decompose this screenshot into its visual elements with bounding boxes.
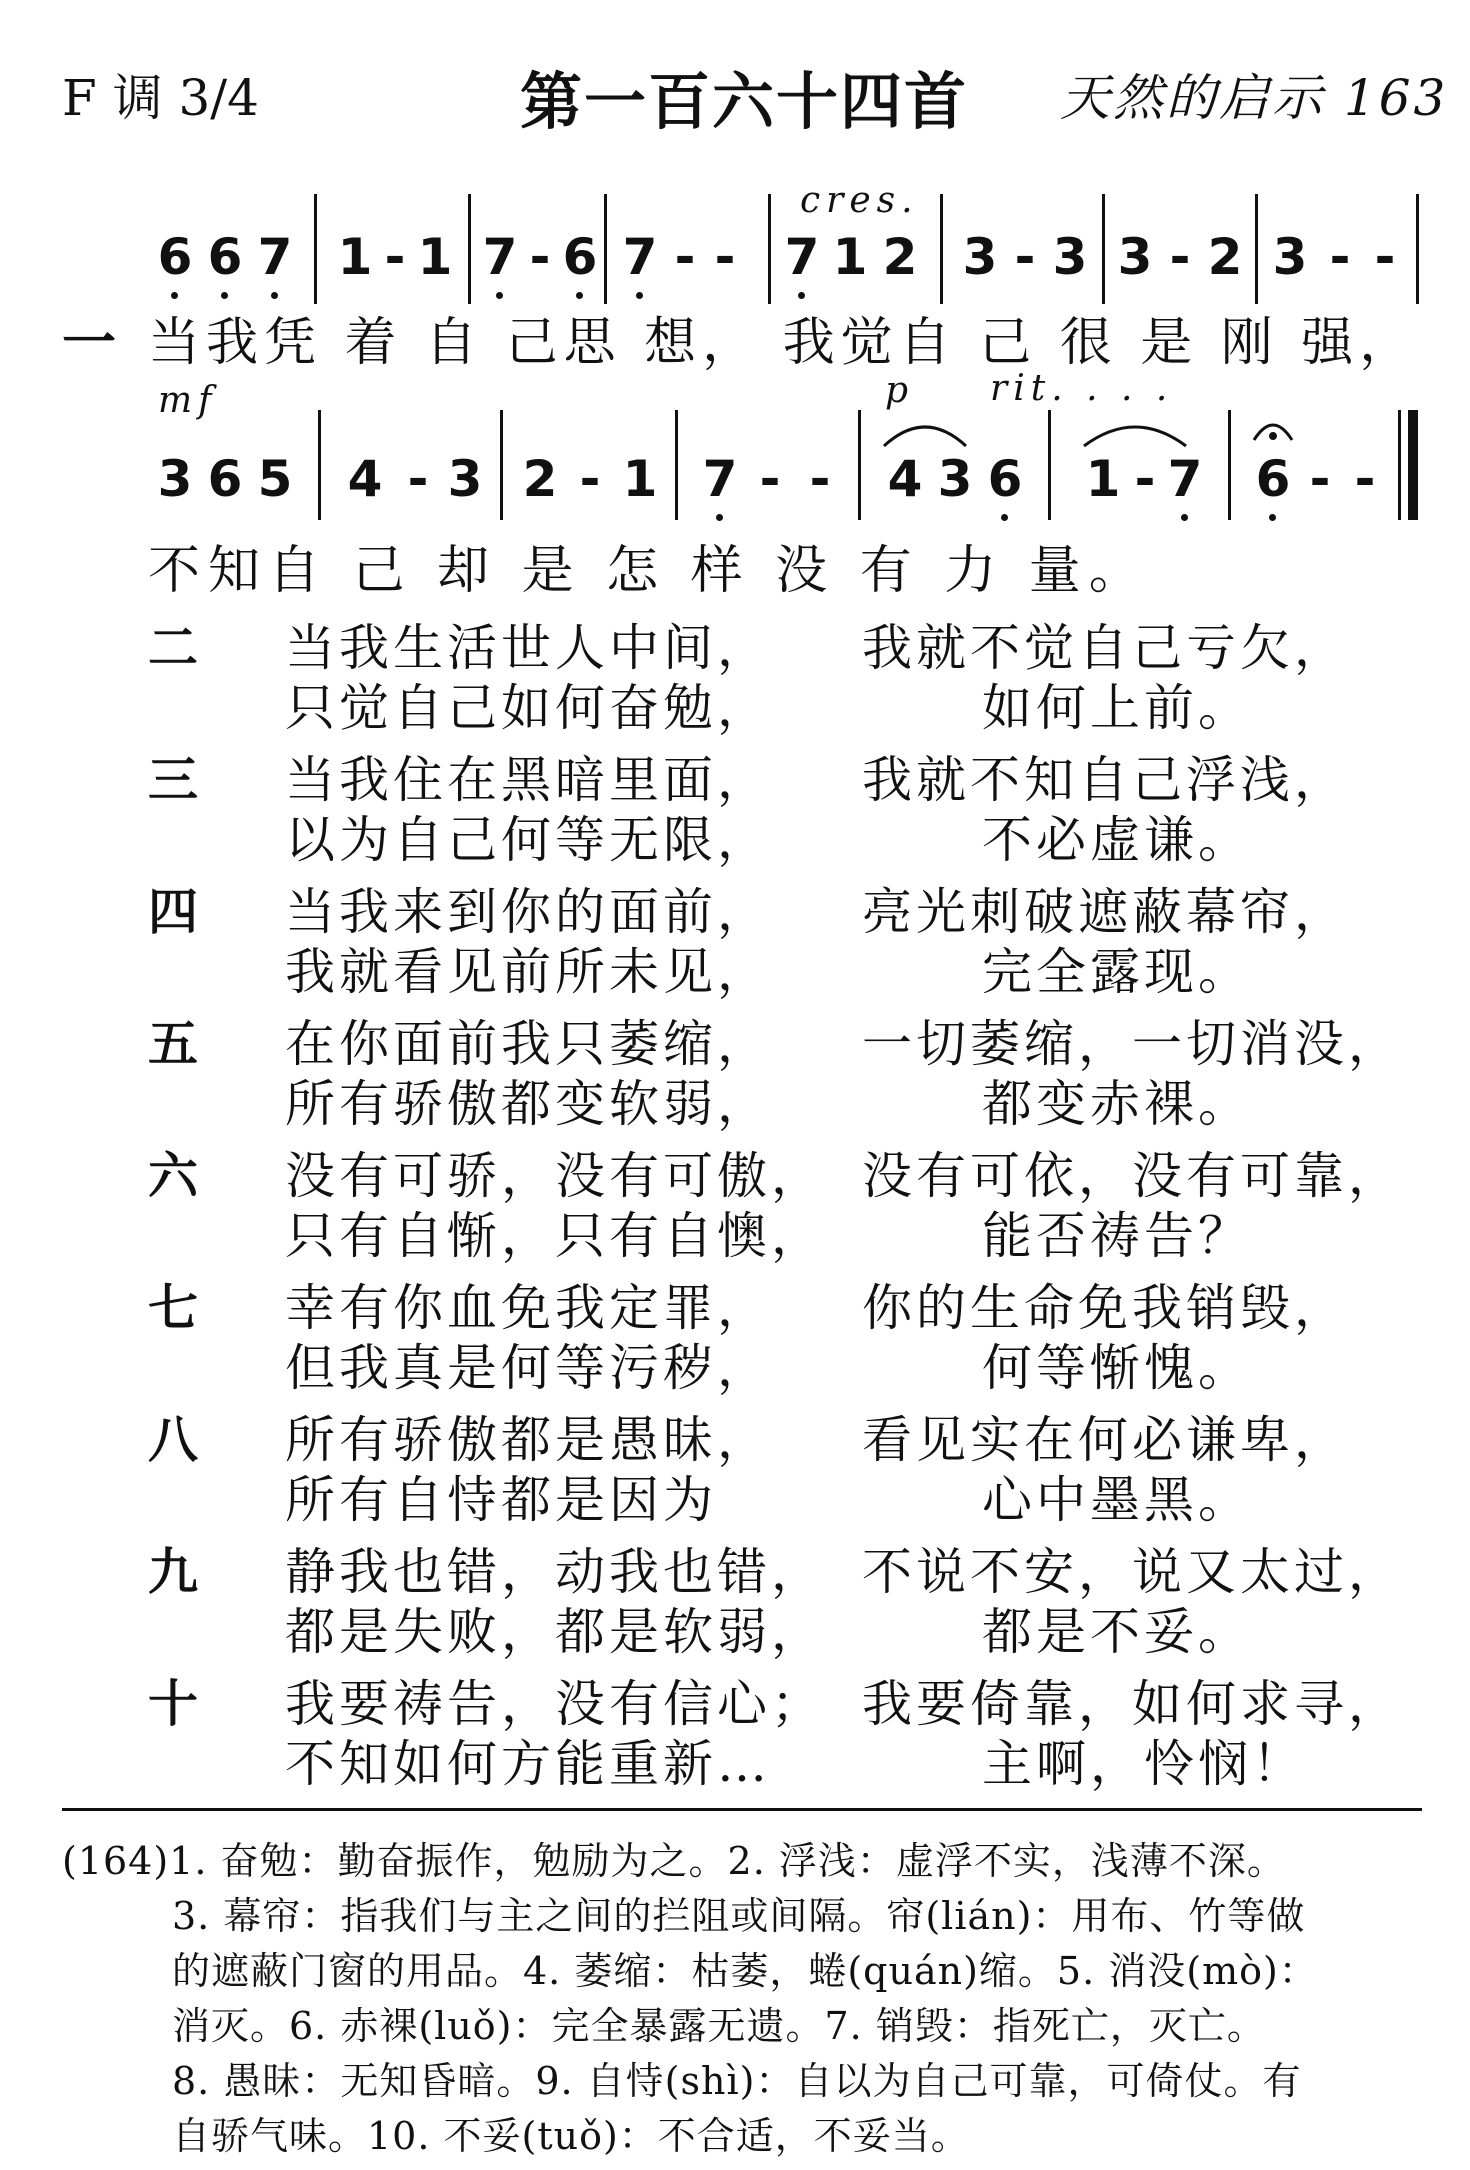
- verse-line-b1: 所有自恃都是因为: [285, 1471, 717, 1529]
- verse-line-b2: 主啊，怜悯！: [982, 1735, 1306, 1793]
- verse-line-b1: 以为自己何等无限，: [285, 811, 771, 869]
- lyrics-line-1: 当我凭 着 自 己思 想， 我觉自 己 很 是 刚 强，: [148, 313, 1418, 373]
- note: 4: [347, 450, 383, 508]
- verse-number: 四: [148, 883, 198, 941]
- barline: [768, 194, 771, 304]
- note: -: [407, 450, 429, 508]
- note: -: [1169, 228, 1191, 286]
- note: 2: [522, 450, 558, 508]
- barline: [1048, 410, 1051, 520]
- footnote-line: 消灭。6. 赤裸(luǒ)：完全暴露无遗。7. 销毁：指死亡，灭亡。: [172, 2004, 1266, 2048]
- footnote-line: (164)1. 奋勉：勤奋振作，勉励为之。2. 浮浅：虚浮不实，浅薄不深。: [62, 1839, 1286, 1883]
- note: 6: [207, 228, 243, 286]
- verse-number: 六: [148, 1147, 198, 1205]
- note: 5: [257, 450, 293, 508]
- verse-line-a1: 在你面前我只萎缩，: [285, 1015, 771, 1073]
- note: 2: [882, 228, 918, 286]
- verse-line-b1: 但我真是何等污秽，: [285, 1339, 771, 1397]
- note: 7: [1167, 450, 1203, 508]
- barline: [468, 194, 471, 304]
- verse-line-b2: 都变赤裸。: [982, 1075, 1252, 1133]
- note: 1: [622, 450, 658, 508]
- verse-line-a1: 当我住在黑暗里面，: [285, 751, 771, 809]
- note: 6: [1255, 450, 1291, 508]
- verse-line-b1: 所有骄傲都变软弱，: [285, 1075, 771, 1133]
- note: 6: [987, 450, 1023, 508]
- note: 3: [1272, 228, 1308, 286]
- footnote-line: 3. 幕帘：指我们与主之间的拦阻或间隔。帘(lián)：用布、竹等做: [172, 1894, 1306, 1938]
- barline: [1255, 194, 1258, 304]
- barline: [1102, 194, 1105, 304]
- cres-marking: cres.: [800, 180, 919, 221]
- barline: [1416, 194, 1419, 304]
- low-octave-dot: [171, 292, 178, 299]
- low-octave-dot: [716, 514, 723, 521]
- note: -: [809, 450, 831, 508]
- note: -: [714, 228, 736, 286]
- note: 3: [157, 450, 193, 508]
- verse-line-a1: 静我也错，动我也错，: [285, 1543, 825, 1601]
- note: 7: [622, 228, 658, 286]
- low-octave-dot: [798, 292, 805, 299]
- low-octave-dot: [1001, 514, 1008, 521]
- barline: [675, 410, 678, 520]
- note: -: [1309, 450, 1331, 508]
- lyrics-line-2: 不知自 己 却 是 怎 样 没 有 力 量。: [148, 541, 1149, 601]
- note: 3: [962, 228, 998, 286]
- key-time-signature: F 调 3/4: [62, 69, 259, 127]
- note: 4: [887, 450, 923, 508]
- note: 7: [257, 228, 293, 286]
- note: 6: [157, 228, 193, 286]
- barline: [1228, 410, 1231, 520]
- low-octave-dot: [576, 292, 583, 299]
- barline: [318, 410, 321, 520]
- mf-marking: mf: [158, 380, 218, 421]
- verse-line-a2: 不说不安，说又太过，: [862, 1543, 1402, 1601]
- verse-number: 三: [148, 751, 198, 809]
- verse-line-a2: 一切萎缩，一切消没，: [862, 1015, 1402, 1073]
- note: 1: [337, 228, 373, 286]
- footnote-divider: [62, 1808, 1422, 1811]
- verse-number: 八: [148, 1411, 198, 1469]
- verse-number: 二: [148, 619, 198, 677]
- note: 7: [482, 228, 518, 286]
- note: 3: [937, 450, 973, 508]
- note: 7: [702, 450, 738, 508]
- note: 3: [447, 450, 483, 508]
- verse-line-a2: 你的生命免我销毁，: [862, 1279, 1348, 1337]
- verse-line-a2: 我要倚靠，如何求寻，: [862, 1675, 1402, 1733]
- fermata-icon: [1248, 410, 1298, 446]
- low-octave-dot: [1181, 514, 1188, 521]
- low-octave-dot: [496, 292, 503, 299]
- note: -: [674, 228, 696, 286]
- verse-line-b1: 只觉自己如何奋勉，: [285, 679, 771, 737]
- verse-line-a2: 没有可依，没有可靠，: [862, 1147, 1402, 1205]
- verse-line-a1: 没有可骄，没有可傲，: [285, 1147, 825, 1205]
- barline: [858, 410, 861, 520]
- verse-line-a2: 看见实在何必谦卑，: [862, 1411, 1348, 1469]
- note: -: [1329, 228, 1351, 286]
- hymn-source: 天然的启示 163: [1060, 69, 1449, 127]
- verse-line-b1: 我就看见前所未见，: [285, 943, 771, 1001]
- verse-number: 七: [148, 1279, 198, 1337]
- note: -: [1134, 450, 1156, 508]
- note: 6: [207, 450, 243, 508]
- verse-number: 十: [148, 1675, 198, 1733]
- low-octave-dot: [636, 292, 643, 299]
- barline: [314, 194, 317, 304]
- note: 3: [1117, 228, 1153, 286]
- verse-line-b2: 完全露现。: [982, 943, 1252, 1001]
- low-octave-dot: [221, 292, 228, 299]
- note: -: [1014, 228, 1036, 286]
- verse-line-a2: 亮光刺破遮蔽幕帘，: [862, 883, 1348, 941]
- note: -: [1374, 228, 1396, 286]
- note: 7: [784, 228, 820, 286]
- verse-line-b2: 心中墨黑。: [982, 1471, 1252, 1529]
- note: -: [759, 450, 781, 508]
- verse-line-a1: 幸有你血免我定罪，: [285, 1279, 771, 1337]
- footnote-line: 自骄气味。10. 不妥(tuǒ)：不合适，不妥当。: [172, 2114, 970, 2158]
- slur-arc: [880, 414, 970, 450]
- p-marking: p: [885, 370, 915, 411]
- hymn-title: 第一百六十四首: [520, 65, 969, 138]
- verse-line-a1: 当我来到你的面前，: [285, 883, 771, 941]
- verse-number-1: 一: [62, 311, 116, 374]
- verse-line-b2: 都是不妥。: [982, 1603, 1252, 1661]
- note: 1: [417, 228, 453, 286]
- note: 1: [832, 228, 868, 286]
- verse-line-b2: 何等惭愧。: [982, 1339, 1252, 1397]
- footnote-line: 8. 愚昧：无知昏暗。9. 自恃(shì)：自以为自己可靠，可倚仗。有: [172, 2059, 1302, 2103]
- verse-number: 五: [148, 1015, 198, 1073]
- rit-marking: rit. . . .: [990, 368, 1174, 409]
- verse-line-a1: 所有骄傲都是愚昧，: [285, 1411, 771, 1469]
- verse-line-b2: 不必虚谦。: [982, 811, 1252, 869]
- verse-line-a1: 当我生活世人中间，: [285, 619, 771, 677]
- note: -: [384, 228, 406, 286]
- verse-line-b2: 如何上前。: [982, 679, 1252, 737]
- footnote-line: 的遮蔽门窗的用品。4. 萎缩：枯萎，蜷(quán)缩。5. 消没(mò)：: [172, 1949, 1318, 1993]
- final-barline: [1408, 410, 1418, 520]
- barline: [604, 194, 607, 304]
- verse-line-b2: 能否祷告？: [982, 1207, 1252, 1265]
- verse-line-a2: 我就不知自己浮浅，: [862, 751, 1348, 809]
- barline: [500, 410, 503, 520]
- verse-line-b1: 不知如何方能重新…: [285, 1735, 771, 1793]
- verse-line-b1: 只有自惭，只有自懊，: [285, 1207, 825, 1265]
- note: -: [579, 450, 601, 508]
- verse-line-a1: 我要祷告，没有信心；: [285, 1675, 825, 1733]
- note: 2: [1207, 228, 1243, 286]
- note: 6: [562, 228, 598, 286]
- note: 3: [1052, 228, 1088, 286]
- note: -: [529, 228, 551, 286]
- barline: [1398, 410, 1401, 520]
- note: 1: [1085, 450, 1121, 508]
- low-octave-dot: [271, 292, 278, 299]
- barline: [940, 194, 943, 304]
- note: -: [1354, 450, 1376, 508]
- slur-arc: [1080, 414, 1190, 450]
- low-octave-dot: [1269, 514, 1276, 521]
- verse-line-b1: 都是失败，都是软弱，: [285, 1603, 825, 1661]
- verse-number: 九: [148, 1543, 198, 1601]
- verse-line-a2: 我就不觉自己亏欠，: [862, 619, 1348, 677]
